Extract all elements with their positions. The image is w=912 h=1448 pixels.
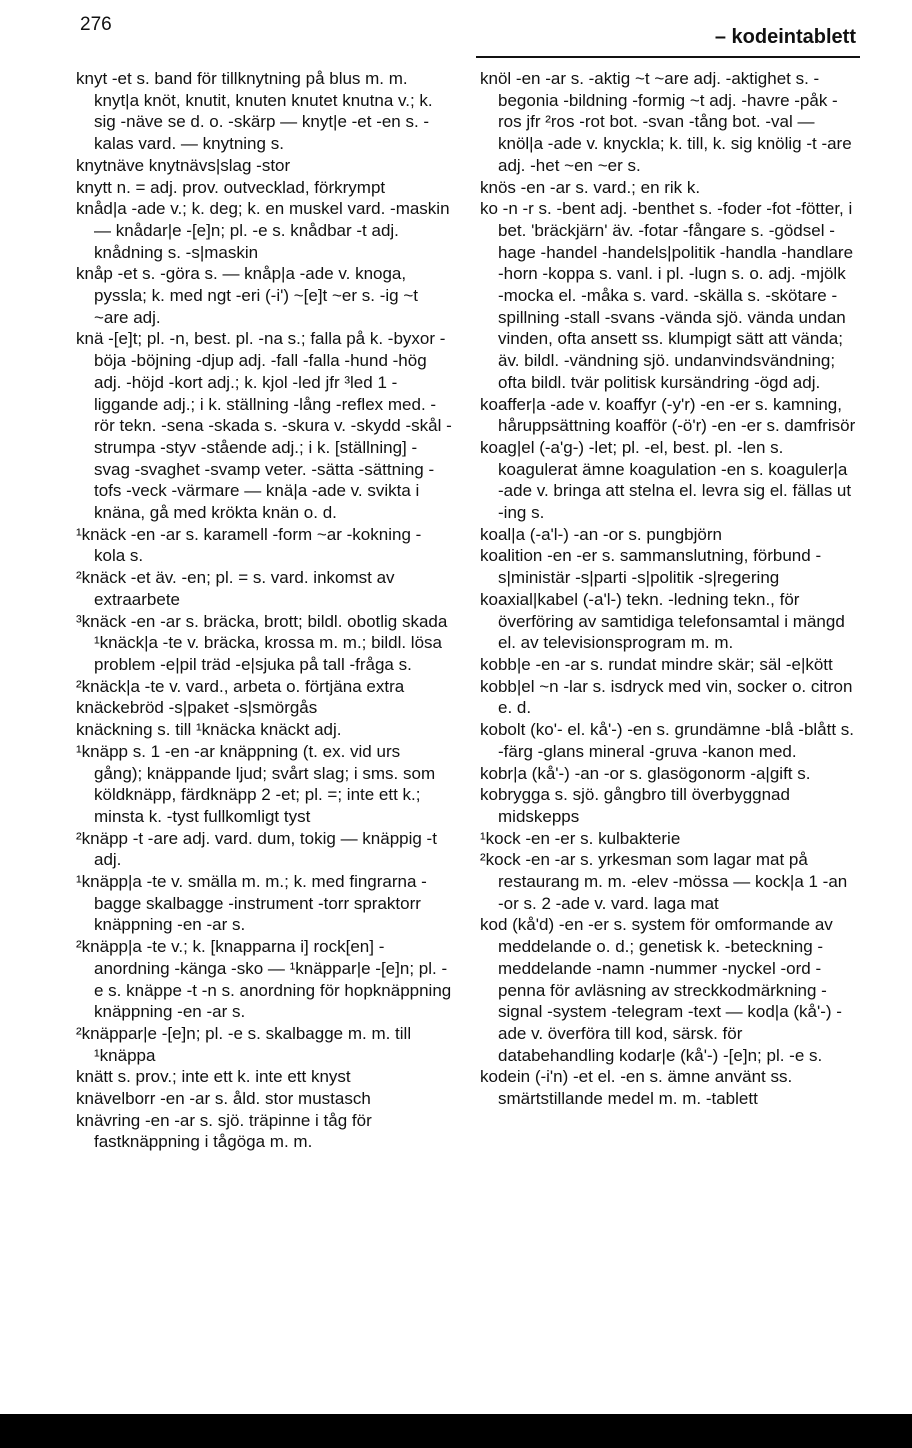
dictionary-entry: knåd|a -ade v.; k. deg; k. en muskel vard. -maskin — knådar|e -[e]n; pl. -e s. knådbar -t adj. knådning s. -s|maskin [76, 199, 450, 262]
dictionary-entry: knytt n. = adj. prov. outvecklad, förkrympt [76, 177, 386, 197]
dictionary-entry: ¹knäck -en -ar s. karamell -form ~ar -kokning -kola s. [76, 524, 422, 566]
right-column [480, 68, 856, 1110]
dictionary-entry: ²kock -en -ar s. yrkesman som lagar mat på restaurang m. m. -elev -mössa — kock|a 1 -an -or s. 2 -ade v. vard. laga mat [480, 850, 848, 913]
dictionary-entry: knäckning s. till ¹knäcka knäckt adj. [76, 720, 342, 740]
dictionary-entry: ¹knäpp|a -te v. smälla m. m.; k. med fingrarna -bagge skalbagge -instrument -torr spraktorr knäppning -en -ar s. [76, 872, 427, 935]
dictionary-entry: ¹knäpp s. 1 -en -ar knäppning (t. ex. vid urs gång); knäppande ljud; svårt slag; i sms. som köldknäpp, färdknäpp 2 -et; pl. =; inte ett k.; minsta k. -tyst fullkomligt tyst [76, 741, 436, 826]
dictionary-entry: knåp -et s. -göra s. — knåp|a -ade v. knoga, pyssla; k. med ngt -eri (-i') ~[e]t ~er s. -ig ~t ~are adj. [76, 264, 418, 327]
dictionary-entry: knös -en -ar s. vard.; en rik k. [480, 177, 701, 197]
dictionary-entry: knytnäve knytnävs|slag -stor [76, 155, 291, 175]
dictionary-entry: ²knäpp|a -te v.; k. [knapparna i] rock[en] -anordning -känga -sko — ¹knäppar|e -[e]n; pl. -e s. knäppe -t -n s. anordning för hopknäppning knäppning -en -ar s. [76, 937, 452, 1022]
running-head: – kodeintablett [714, 26, 856, 48]
dictionary-entry: kod (kå'd) -en -er s. system för omformande av meddelande o. d.; genetisk k. -beteckning -meddelande -namn -nummer -nyckel -ord -penna för avläsning av streckkodmärkning -signal -system -telegram -text — kod|a (kå'-) -ade v. överföra till kod, särsk. för databehandling kodar|e (kå'-) -[e]n; pl. -e s. [480, 915, 842, 1065]
dictionary-entry: knävelborr -en -ar s. åld. stor mustasch [76, 1089, 371, 1109]
dictionary-entry: ko -n -r s. -bent adj. -benthet s. -foder -fot -fötter, i bet. 'bräckjärn' äv. -fotar -fångare s. -gödsel -hage -handel -handels|politik -handla -handlare -horn -koppa s. vanl. i pl. -lugn s. o. adj. -mjölk -mocka el. -måka s. vard. -skälla s. -skötare -spillning -stall -svans -vända sjö. vända undan vinden, ofta ansett ss. klumpigt sätt att vända; äv. bildl. -vändning sjö. undanvindsvändning; ofta bildl. tvär politisk kursändring -ögd adj. [480, 199, 854, 392]
dictionary-entry: koal|a (-a'l-) -an -or s. pungbjörn [480, 524, 722, 544]
dictionary-entry: kobb|e -en -ar s. rundat mindre skär; säl -e|kött [480, 654, 833, 674]
dictionary-entry: ¹kock -en -er s. kulbakterie [480, 828, 681, 848]
dictionary-entry: knätt s. prov.; inte ett k. inte ett knyst [76, 1067, 351, 1087]
header-rule [476, 56, 860, 58]
dictionary-entry: koaxial|kabel (-a'l-) tekn. -ledning tekn., för överföring av samtidiga telefonsamtal i mängd el. av televisionsprogram m. m. [480, 589, 845, 653]
dictionary-entry: ²knäpp -t -are adj. vard. dum, tokig — knäppig -t adj. [76, 828, 437, 870]
dictionary-entry: koalition -en -er s. sammanslutning, förbund -s|ministär -s|parti -s|politik -s|regering [480, 546, 822, 588]
dictionary-entry: kobolt (ko'- el. kå'-) -en s. grundämne -blå -blått s. -färg -glans mineral -gruva -kanon med. [480, 720, 855, 761]
dictionary-entry: ²knäppar|e -[e]n; pl. -e s. skalbagge m. m. till ¹knäppa [76, 1023, 412, 1065]
left-column [76, 68, 452, 1153]
dictionary-entry: knöl -en -ar s. -aktig ~t ~are adj. -aktighet s. -begonia -bildning -formig ~t adj. -havre -påk -ros jfr ²ros -rot bot. -svan -tång bot. -val — knöl|a -ade v. knyckla; k. till, k. sig knölig -t -are adj. -het ~en ~er s. [480, 69, 852, 175]
dictionary-entry: knäckebröd -s|paket -s|smörgås [76, 698, 318, 718]
dictionary-entry: koag|el (-a'g-) -let; pl. -el, best. pl. -len s. koagulerat ämne koagulation -en s. koaguler|a -ade v. bringa att stelna el. levra sig el. fällas ut -ing s. [480, 437, 852, 523]
dictionary-entry: kobr|a (kå'-) -an -or s. glasögonorm -a|gift s. [480, 763, 811, 783]
dictionary-entry: kobrygga s. sjö. gångbro till överbyggnad midskepps [480, 785, 790, 826]
dictionary-entry: kodein (-i'n) -et el. -en s. ämne använt ss. smärtstillande medel m. m. -tablett [480, 1067, 793, 1109]
dictionary-entry: kobb|el ~n -lar s. isdryck med vin, socker o. citron e. d. [480, 676, 853, 718]
dictionary-entry: knä -[e]t; pl. -n, best. pl. -na s.; falla på k. -byxor -böja -böjning -djup adj. -fall -falla -hund -hög adj. -höjd -kort adj.; k. kjol -led jfr ³led 1 -liggande adj.; i k. ställning -lång -reflex med. -rör tekn. -sena -skada s. -skura v. -skydd -skål -strumpa -styv -stående adj.; i k. [ställning] -svag -svaghet -svamp veter. -sätta -sättning -tofs -veck -värmare — knä|a -ade v. svikta i knäna, gå med krökta knän o. d. [76, 329, 452, 523]
dictionary-entry: ³knäck -en -ar s. bräcka, brott; bildl. obotlig skada ¹knäck|a -te v. bräcka, krossa m. m.; bildl. lösa problem -e|pil träd -e|sjuka på tall -fråga s. [76, 611, 448, 674]
dictionary-entry: ²knäck -et äv. -en; pl. = s. vard. inkomst av extraarbete [76, 568, 395, 609]
dictionary-entry: koaffer|a -ade v. koaffyr (-y'r) -en -er s. kamning, håruppsättning koafför (-ö'r) -en -er s. damfrisör [480, 394, 856, 436]
page-number: 276 [80, 14, 112, 35]
dictionary-entry: ²knäck|a -te v. vard., arbeta o. förtjäna extra [76, 676, 405, 696]
dictionary-entry: knävring -en -ar s. sjö. träpinne i tåg för fastknäppning i tågöga m. m. [76, 1110, 372, 1152]
dictionary-entry: knyt -et s. band för tillknytning på blus m. m. knyt|a knöt, knutit, knuten knutet knutna v.; k. sig -näve se d. o. -skärp — knyt|e -et -en s. -kalas vard. — knytning s. [76, 69, 433, 154]
scan-edge-bar [0, 1414, 912, 1448]
